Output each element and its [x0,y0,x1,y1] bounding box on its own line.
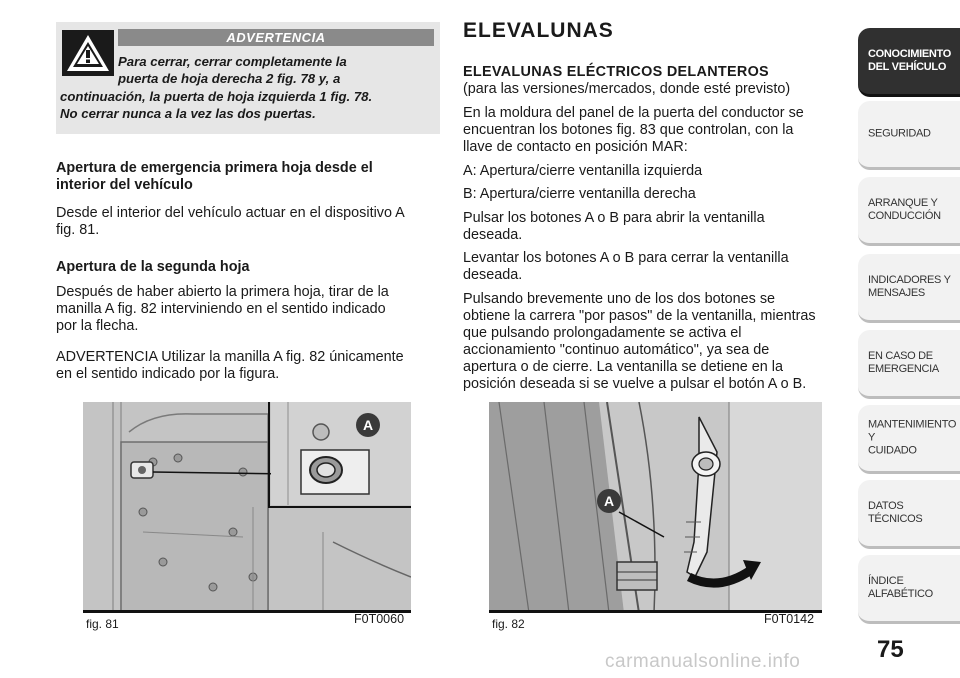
section-heading: interior del vehículo [56,177,193,193]
warning-line: No cerrar nunca a la vez las dos puertas. [60,106,316,121]
figure-code: F0T0142 [764,612,815,626]
body-text: en el sentido indicado por la figura. [56,366,280,382]
marker-a-icon [355,412,381,438]
figure-code: F0T0060 [354,612,405,626]
figure-caption: fig. 81 [86,617,119,631]
body-text: Levantar los botones A o B para cerrar la ventanilla [463,250,789,266]
list-item: B: Apertura/cierre ventanilla derecha [463,186,696,202]
tab-label: MANTENIMIENTO Y CUIDADO [868,418,957,457]
body-text: deseada. [463,227,523,243]
figure-82 [489,402,822,613]
section-heading: Apertura de la segunda hoja [56,259,250,275]
body-text: deseada. [463,267,523,283]
figure-caption: fig. 82 [492,617,525,631]
warning-line: continuación, la puerta de hoja izquierda 1 fig. 78. [60,89,373,104]
body-text: Desde el interior del vehículo actuar en el dispositivo A [56,205,405,221]
list-item: A: Apertura/cierre ventanilla izquierda [463,163,703,179]
tab-conocimiento-del-vehiculo[interactable] [858,28,960,97]
body-text: posición deseada si se vuelve a pulsar el botón A o B. [463,376,807,392]
warning-line: puerta de hoja derecha 2 fig. 78 y, a [118,71,341,86]
body-text: encuentran los botones fig. 83 que controlan, con la [463,122,794,138]
body-text: En la moldura del panel de la puerta del conductor se [463,105,804,121]
body-text: Pulsar los botones A o B para abrir la ventanilla [463,210,765,226]
body-text: llave de contacto en posición MAR: [463,139,688,155]
tab-seguridad[interactable] [858,101,960,170]
tab-indice-alfabetico[interactable] [858,555,960,624]
figure-81 [83,402,411,613]
page-number: 75 [877,636,904,663]
tab-indicadores-y-mensajes[interactable] [858,254,960,323]
marker-label: A [362,417,374,433]
tab-mantenimiento-y-cuidado[interactable] [858,405,960,474]
marker-label: A [603,493,615,509]
body-text: Después de haber abierto la primera hoja, tirar de la [56,284,389,300]
section-subtitle: ELEVALUNAS ELÉCTRICOS DELANTEROS [463,64,769,80]
warning-header: ADVERTENCIA [118,29,434,46]
body-text: ADVERTENCIA Utilizar la manilla A fig. 82 únicamente [56,349,404,365]
warning-box [56,22,440,134]
marker-a-icon [596,488,622,514]
warning-triangle-icon [62,30,114,76]
watermark-text: carmanualsonline.info [605,651,801,672]
body-text: Pulsando brevemente uno de los dos botones se [463,291,776,307]
body-text: por la flecha. [56,318,139,334]
body-text: accionamiento "continuo automático", ya sea de [463,342,770,358]
page-title: ELEVALUNAS [463,19,614,42]
body-text: obtiene la carrera "por pasos" de la ventanilla, mientras [463,308,816,324]
subnote: (para las versiones/mercados, donde esté previsto) [463,81,791,97]
tab-label: INDICADORES Y MENSAJES [868,274,951,299]
tab-label: SEGURIDAD [868,127,931,140]
tab-arranque-y-conduccion[interactable] [858,177,960,246]
body-text: manilla A fig. 82 interviniendo en el sentido indicado [56,301,386,317]
tab-en-caso-de-emergencia[interactable] [858,330,960,399]
rear-door-handle-illustration [489,402,822,613]
tab-label: DATOS TÉCNICOS [868,500,923,525]
body-text: fig. 81. [56,222,100,238]
tab-datos-tecnicos[interactable] [858,480,960,549]
tab-label: ÍNDICE ALFABÉTICO [868,575,933,600]
body-text: que pulsando prolongadamente se activa el [463,325,742,341]
section-heading: Apertura de emergencia primera hoja desde el [56,160,373,176]
tab-label: CONOCIMIENTO DEL VEHÍCULO [868,48,951,73]
tab-label: ARRANQUE Y CONDUCCIÓN [868,197,941,222]
tab-label: EN CASO DE EMERGENCIA [868,350,939,375]
warning-line: Para cerrar, cerrar completamente la [118,54,347,69]
body-text: apertura o de cierre. La ventanilla se detiene en la [463,359,784,375]
